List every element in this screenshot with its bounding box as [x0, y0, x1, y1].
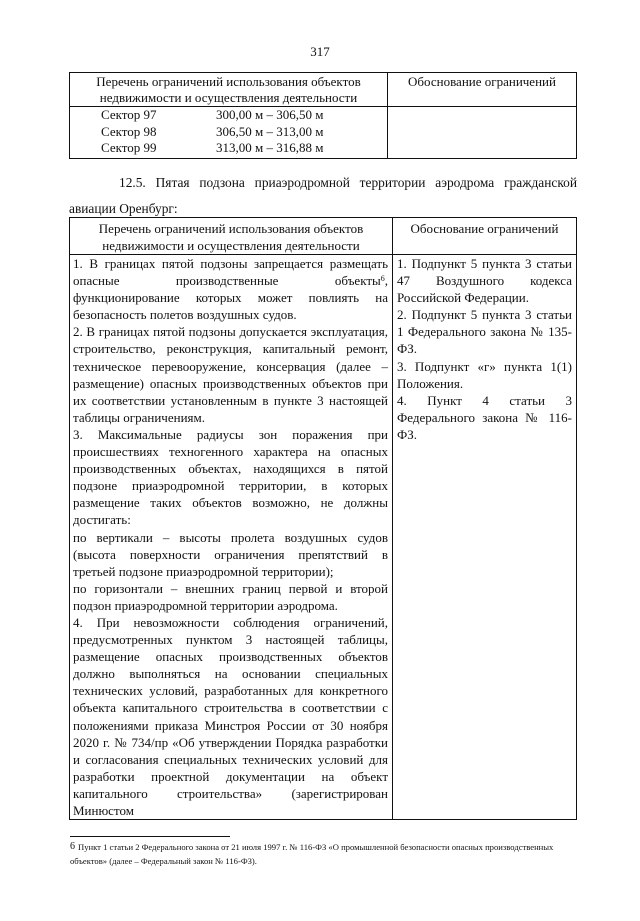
restriction-text: 1. В границах пятой подзоны запрещается размещать опасные производственные объекты — [73, 256, 388, 289]
footnote-separator — [70, 836, 230, 837]
sector-name: Сектор 97 — [101, 107, 157, 122]
footnote-text: Пункт 1 статьи 2 Федерального закона от 21 июля 1997 г. № 116-ФЗ «О промышленной безопасности опасных производственных объектов» (далее – Федеральный закон № 116-ФЗ). — [70, 842, 554, 866]
footnote — [70, 840, 576, 868]
restriction-paragraph: 4. При невозможности соблюдения ограничений, предусмотренных пунктом 3 настоящей таблицы, размещение опасных производственных объектов должно выполняться на основании специальных технических условий, разработанных для конкретного объекта капитального строительства в соответствии с положениями приказа Минстроя России от 30 ноября 2020 г. № 734/пр «Об утверждении Порядка разработки и согласования специальных технических условий для разработки проектной документации на объект капитального строительства» (зарегистрирован Минюстом — [73, 614, 388, 818]
sector-row — [75, 124, 382, 141]
table-row — [70, 255, 577, 820]
table-column-header: Обоснование ограничений — [393, 218, 577, 255]
sector-list-cell — [70, 107, 388, 159]
footnote-reference: 6 — [380, 274, 385, 284]
page-number: 317 — [310, 44, 330, 59]
justification-paragraph: 1. Подпункт 5 пункта 3 статьи 47 Воздушного кодекса Российской Федерации. — [397, 256, 572, 306]
table-column-header: Перечень ограничений использования объектов недвижимости и осуществления деятельности — [70, 73, 388, 107]
justification-paragraph: 2. Подпункт 5 пункта 3 статьи 1 Федерального закона № 135-ФЗ. — [397, 307, 572, 357]
justification-paragraph: 3. Подпункт «г» пункта 1(1) Положения. — [397, 358, 572, 391]
table-column-header: Перечень ограничений использования объектов недвижимости и осуществления деятельности — [70, 218, 393, 255]
restrictions-table-continuation — [69, 72, 577, 159]
section-heading: 12.5. Пятая подзона приаэродромной территории аэродрома гражданской авиации Оренбург: — [69, 175, 577, 216]
footnote-mark: 6 — [70, 841, 75, 852]
justification-paragraph: 4. Пункт 4 статьи 3 Федерального закона № 116-ФЗ. — [397, 392, 572, 442]
justification-cell — [388, 107, 577, 159]
restriction-paragraph: 3. Максимальные радиусы зон поражения при происшествиях техногенного характера на опасных производственных объектах, находящихся в пятой подзоне приаэродромной территории, в которых размещение таких объектов возможно, не должны достигать: — [73, 426, 388, 528]
sector-name: Сектор 98 — [101, 123, 157, 139]
sector-row — [75, 140, 382, 157]
restrictions-table — [69, 217, 577, 820]
restrictions-cell — [70, 255, 393, 820]
sector-name: Сектор 99 — [101, 140, 157, 155]
restriction-text: , функционирование которых может повлиять на безопасность полетов воздушных судов. — [73, 273, 388, 323]
restriction-paragraph: 2. В границах пятой подзоны допускается эксплуатация, строительство, реконструкция, капитальный ремонт, техническое перевооружение, консервация (далее – размещение) опасных производственных объектов при их соответствии установленным в пункте 3 настоящей таблицы ограничениям. — [73, 324, 388, 425]
restriction-paragraph — [73, 255, 388, 323]
restriction-paragraph: по вертикали – высоты пролета воздушных судов (высота поверхности ограничения препятствий в третьей подзоне приаэродромной территории); — [73, 529, 388, 579]
table-row — [70, 107, 577, 159]
sector-height-range: 300,00 м – 306,50 м — [216, 107, 324, 122]
table-header-row — [70, 73, 577, 107]
table-column-header: Обоснование ограничений — [388, 73, 577, 107]
justification-cell — [393, 255, 577, 820]
sector-height-range: 306,50 м – 313,00 м — [216, 123, 324, 139]
sector-height-range: 313,00 м – 316,88 м — [216, 140, 324, 155]
table-header-row — [70, 218, 577, 255]
sector-row — [75, 107, 382, 124]
restriction-paragraph: по горизонтали – внешних границ первой и второй подзон приаэродромной территории аэродрома. — [73, 580, 388, 613]
